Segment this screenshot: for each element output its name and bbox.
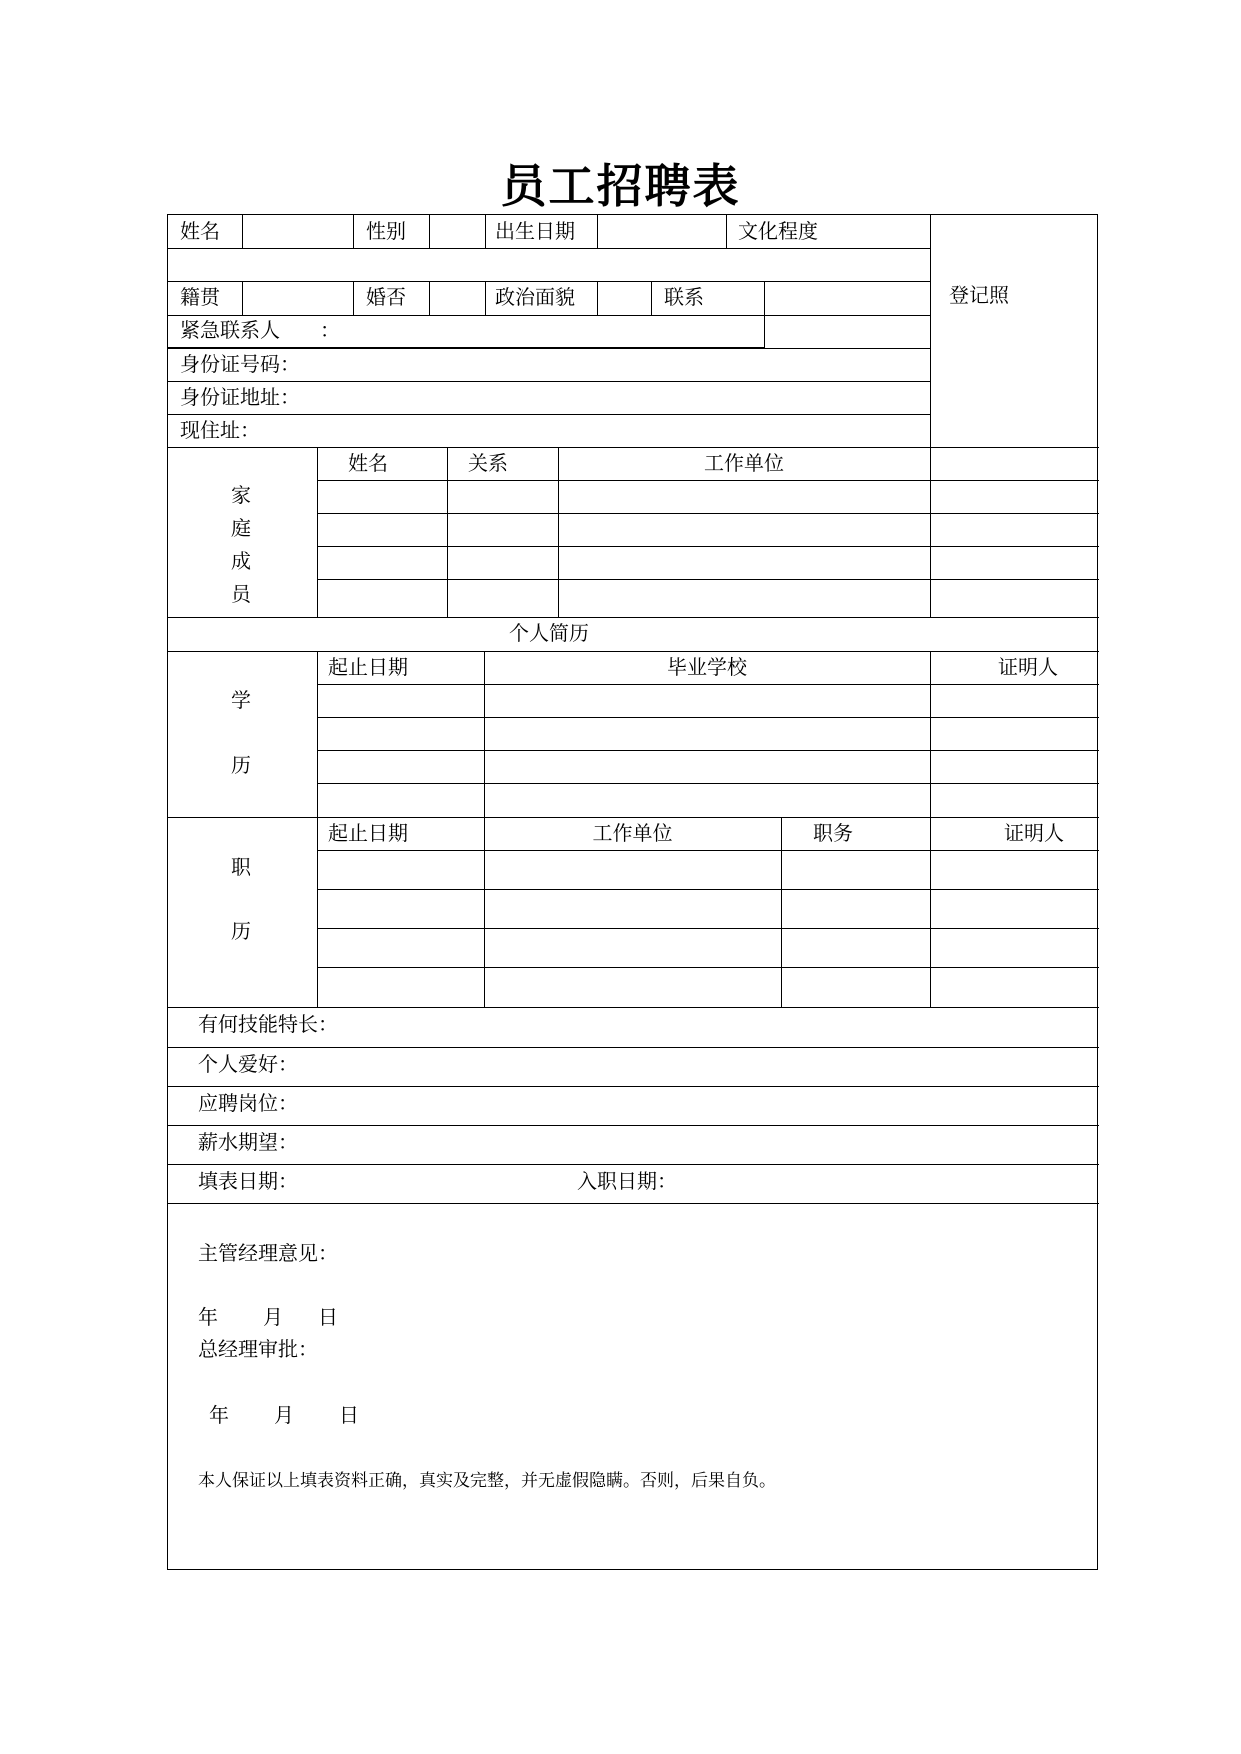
label-id-address: 身份证地址： [180, 385, 300, 409]
label-education-level: 文化程度 [738, 219, 818, 243]
label-gender: 性别 [366, 219, 406, 243]
label-contact: 联系 [664, 285, 704, 309]
education-side-label-1: 学 [231, 688, 251, 712]
family-side-label-4: 员 [231, 582, 251, 606]
label-emergency-contact: 紧急联系人 [180, 318, 280, 342]
work-col-title: 职务 [813, 821, 853, 845]
page-title: 员工招聘表 [500, 159, 741, 213]
label-fill-date: 填表日期： [198, 1169, 298, 1193]
date-2-month: 月 [274, 1403, 294, 1427]
work-side-label-2: 历 [231, 919, 251, 943]
label-current-address: 现住址： [180, 418, 260, 442]
family-side-label-2: 庭 [231, 516, 251, 540]
label-birth-date: 出生日期 [495, 219, 575, 243]
label-hobbies: 个人爱好： [198, 1052, 298, 1076]
label-photo: 登记照 [949, 283, 1009, 307]
label-salary: 薪水期望： [198, 1130, 298, 1154]
date-2-day: 日 [339, 1403, 359, 1427]
family-col-relation: 关系 [468, 451, 508, 475]
date-2-year: 年 [209, 1403, 229, 1427]
label-entry-date: 入职日期： [577, 1169, 677, 1193]
label-gm-approval: 总经理审批： [198, 1337, 318, 1361]
label-skills: 有何技能特长： [198, 1012, 338, 1036]
label-marital-status: 婚否 [366, 285, 406, 309]
date-1-year: 年 [198, 1305, 218, 1329]
label-manager-opinion: 主管经理意见： [198, 1241, 338, 1265]
declaration: 本人保证以上填表资料正确，真实及完整，并无虚假隐瞒。否则，后果自负。 [198, 1471, 776, 1491]
label-id-number: 身份证号码： [180, 352, 300, 376]
label-position: 应聘岗位： [198, 1091, 298, 1115]
family-col-workplace: 工作单位 [704, 451, 784, 475]
date-1-day: 日 [318, 1305, 338, 1329]
work-col-referee: 证明人 [1004, 821, 1064, 845]
family-col-name: 姓名 [348, 451, 388, 475]
work-col-dates: 起止日期 [328, 821, 408, 845]
date-1-month: 月 [263, 1305, 283, 1329]
label-political-status: 政治面貌 [495, 285, 575, 309]
form-table [167, 214, 1098, 1570]
work-side-label-1: 职 [231, 855, 251, 879]
family-side-label-3: 成 [231, 549, 251, 573]
work-col-workplace: 工作单位 [592, 821, 673, 845]
label-name: 姓名 [180, 219, 220, 243]
resume-title: 个人简历 [509, 621, 589, 645]
education-col-school: 毕业学校 [667, 655, 747, 679]
label-emergency-colon: ： [320, 318, 340, 342]
family-side-label-1: 家 [231, 483, 251, 507]
education-col-referee: 证明人 [998, 655, 1058, 679]
education-side-label-2: 历 [231, 753, 251, 777]
label-native-place: 籍贯 [180, 285, 220, 309]
education-col-dates: 起止日期 [328, 655, 408, 679]
